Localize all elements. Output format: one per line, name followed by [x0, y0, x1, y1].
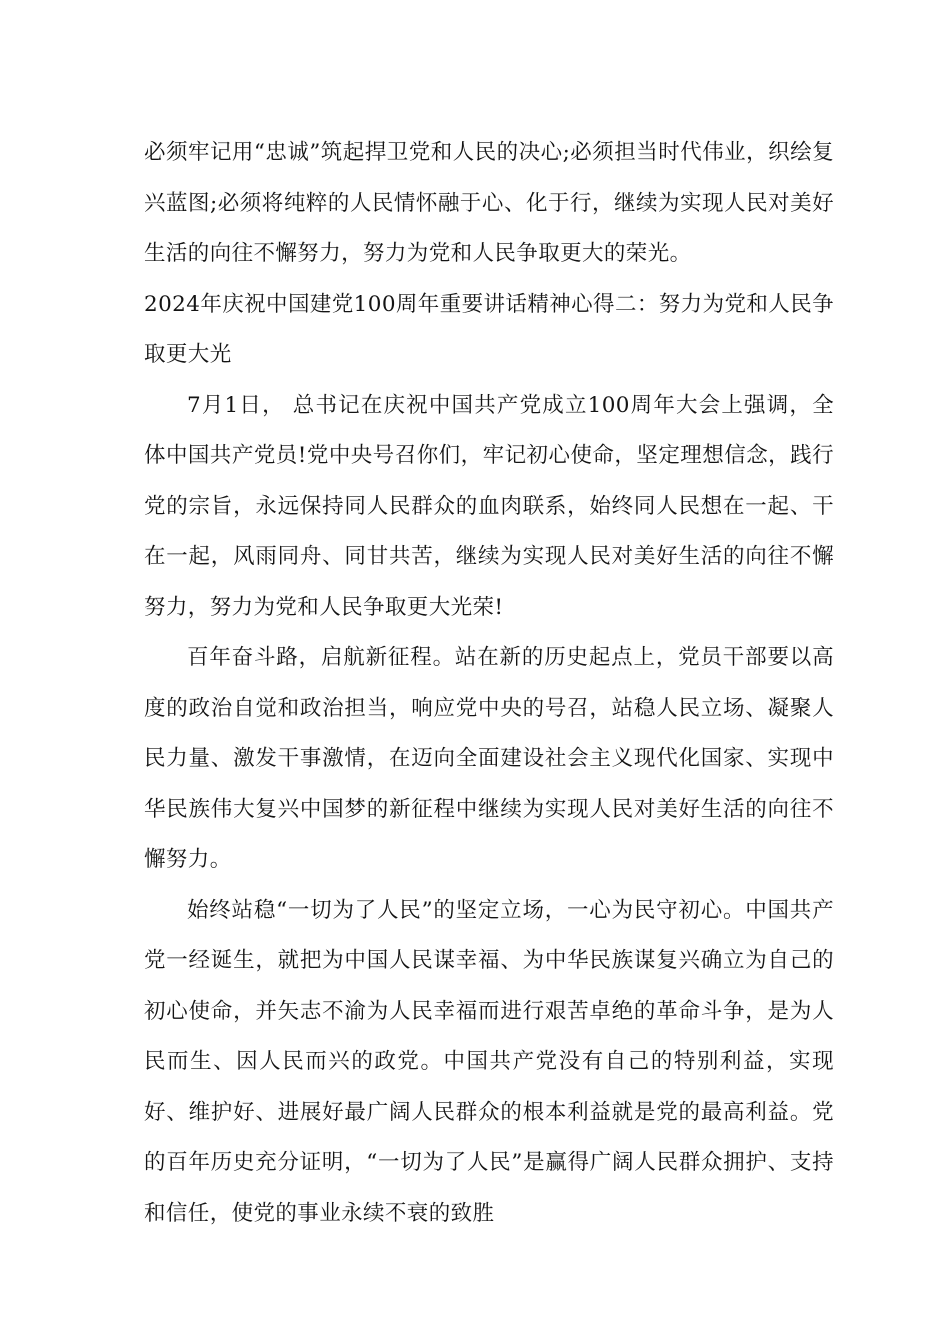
paragraph-1: 必须牢记用“忠诚”筑起捍卫党和人民的决心;必须担当时代伟业，织绘复兴蓝图;必须将纯粹的人民情怀融于心、化于行，继续为实现人民对美好生活的向往不懈努力，努力为党和人民争取更大的荣光。 — [144, 140, 834, 266]
section-heading: 2024年庆祝中国建党100周年重要讲话精神心得二：努力为党和人民争取更大光 — [144, 291, 834, 367]
paragraph-2: 7月1日， 总书记在庆祝中国共产党成立100周年大会上强调，全体中国共产党员!党中央号召你们，牢记初心使命，坚定理想信念，践行党的宗旨，永远保持同人民群众的血肉联系，始终同人民想在一起、干在一起，风雨同舟、同甘共苦，继续为实现人民对美好生活的向往不懈努力，努力为党和人民争取更大光荣! — [144, 392, 834, 620]
document-body — [144, 128, 834, 1239]
paragraph-4: 始终站稳“一切为了人民”的坚定立场，一心为民守初心。中国共产党一经诞生，就把为中国人民谋幸福、为中华民族谋复兴确立为自己的初心使命，并矢志不渝为人民幸福而进行艰苦卓绝的革命斗争，是为人民而生、因人民而兴的政党。中国共产党没有自己的特别利益，实现好、维护好、进展好最广阔人民群众的根本利益就是党的最高利益。党的百年历史充分证明，“一切为了人民”是赢得广阔人民群众拥护、支持和信任，使党的事业永续不衰的致胜 — [144, 897, 834, 1226]
paragraph-3: 百年奋斗路，启航新征程。站在新的历史起点上，党员干部要以高度的政治自觉和政治担当，响应党中央的号召，站稳人民立场、凝聚人民力量、激发干事激情，在迈向全面建设社会主义现代化国家、实现中华民族伟大复兴中国梦的新征程中继续为实现人民对美好生活的向往不懈努力。 — [144, 645, 834, 872]
